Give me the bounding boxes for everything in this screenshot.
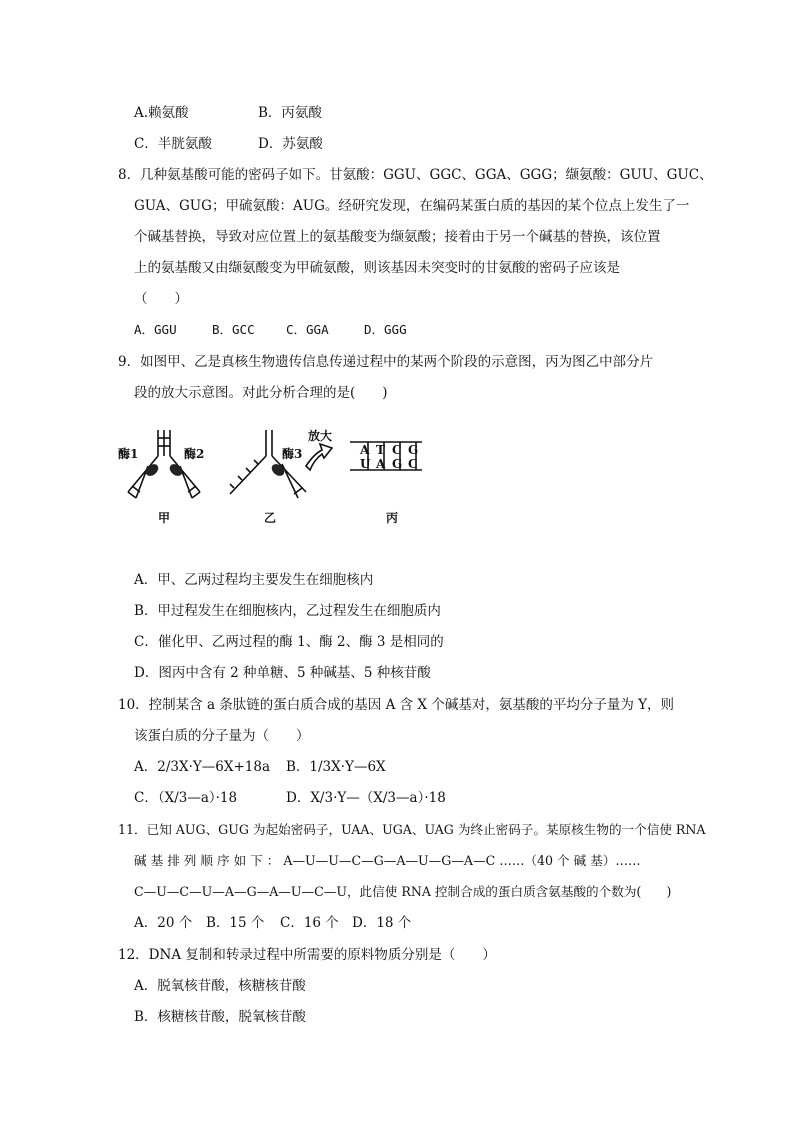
base-bottom-4: C — [408, 457, 418, 471]
q7-option-c[interactable]: C．半胱氨酸 — [134, 136, 212, 152]
q9-stem-line1: 9．如图甲、乙是真核生物遗传信息传递过程中的某两个阶段的示意图，丙为图乙中部分片 — [118, 354, 654, 370]
base-top-2: T — [376, 443, 385, 457]
q8-stem-line3: 个碱基替换，导致对应位置上的氨基酸变为缬氨酸；接着由于另一个碱基的替换，该位置 — [134, 229, 661, 245]
q10-option-c[interactable]: C．（X/3—a）·18 — [134, 790, 238, 806]
q9-option-a[interactable]: A．甲、乙两过程均主要发生在细胞核内 — [134, 572, 374, 588]
q10-option-d[interactable]: D．X/3·Y—（X/3—a）·18 — [286, 790, 446, 806]
q8-option-c[interactable]: C．GGA — [286, 322, 329, 337]
q9-stem-line2: 段的放大示意图。对此分析合理的是( ) — [134, 385, 388, 401]
q12-option-a[interactable]: A．脱氧核苷酸，核糖核苷酸 — [134, 978, 306, 994]
enzyme3-label: 酶3 — [282, 447, 303, 461]
q9-figure — [118, 426, 438, 536]
figure-label-yi: 乙 — [264, 511, 277, 525]
q7-option-b[interactable]: B．丙氨酸 — [258, 105, 322, 121]
figure-label-bing: 丙 — [386, 511, 399, 525]
q10-stem-line1: 10．控制某含 a 条肽链的蛋白质合成的基因 A 含 X 个碱基对，氨基酸的平均分子量为 Y，则 — [118, 697, 675, 713]
q8-stem-line2: GUA、GUG；甲硫氨酸：AUG。经研究发现，在编码某蛋白质的基因的某个位点上发生了一 — [134, 198, 690, 214]
enzyme2-label: 酶2 — [184, 447, 205, 461]
base-bottom-2: A — [376, 457, 386, 471]
base-top-4: G — [408, 443, 419, 457]
base-bottom-1: U — [360, 457, 371, 471]
base-bottom-3: G — [392, 457, 403, 471]
q8-answer-blank: （ ） — [134, 291, 188, 307]
q9-option-b[interactable]: B．甲过程发生在细胞核内，乙过程发生在细胞质内 — [134, 603, 441, 619]
base-top-3: C — [392, 443, 402, 457]
q9-option-d[interactable]: D．图丙中含有 2 种单糖、5 种碱基、5 种核苷酸 — [134, 665, 431, 681]
q10-option-a[interactable]: A．2/3X·Y—6X+18a — [134, 759, 271, 775]
q12-option-b[interactable]: B．核糖核苷酸，脱氧核苷酸 — [134, 1009, 306, 1025]
q8-option-a[interactable]: A．GGU — [134, 322, 177, 337]
base-top-1: A — [360, 443, 370, 457]
q8-option-d[interactable]: D．GGG — [364, 322, 407, 337]
figure-label-jia: 甲 — [158, 511, 171, 525]
q11-option-a[interactable]: A．20 个 — [134, 915, 193, 931]
q7-option-d[interactable]: D．苏氨酸 — [258, 136, 323, 152]
q9-option-c[interactable]: C．催化甲、乙两过程的酶 1、酶 2、酶 3 是相同的 — [134, 634, 444, 650]
enlarge-label: 放大 — [308, 429, 333, 443]
enzyme1-label: 酶1 — [118, 447, 139, 461]
q12-stem-line1: 12．DNA 复制和转录过程中所需要的原料物质分别是（ ） — [118, 947, 496, 963]
q11-stem-line3: C—U—C—U—A—G—A—U—C—U，此信使 RNA 控制合成的蛋白质含氨基酸的个数为( ) — [134, 884, 672, 899]
q8-stem-line1: 8．几种氨基酸可能的密码子如下。甘氨酸：GGU、GGC、GGA、GGG；缬氨酸：GUU、GUC、 — [118, 167, 713, 183]
q8-option-b[interactable]: B．GCC — [212, 322, 255, 337]
q11-stem-line1: 11．已知 AUG、GUG 为起始密码子，UAA、UGA、UAG 为终止密码子。某原核生物的一个信使 RNA — [118, 822, 706, 837]
q10-stem-line2: 该蛋白质的分子量为（ ） — [134, 728, 310, 744]
q7-option-a[interactable]: A.赖氨酸 — [134, 105, 189, 121]
q10-option-b[interactable]: B．1/3X·Y—6X — [286, 759, 386, 775]
q11-option-b[interactable]: B．15 个 — [206, 915, 265, 931]
q11-stem-line2: 碱 基 排 列 顺 序 如 下 ： A—U—U—C—G—A—U—G—A—C ……（40 个 碱 基）…… — [134, 853, 641, 868]
q8-stem-line4: 上的氨基酸又由缬氨酸变为甲硫氨酸，则该基因未突变时的甘氨酸的密码子应该是 — [134, 260, 620, 276]
q11-option-d[interactable]: D．18 个 — [352, 915, 412, 931]
q11-option-c[interactable]: C．16 个 — [280, 915, 339, 931]
